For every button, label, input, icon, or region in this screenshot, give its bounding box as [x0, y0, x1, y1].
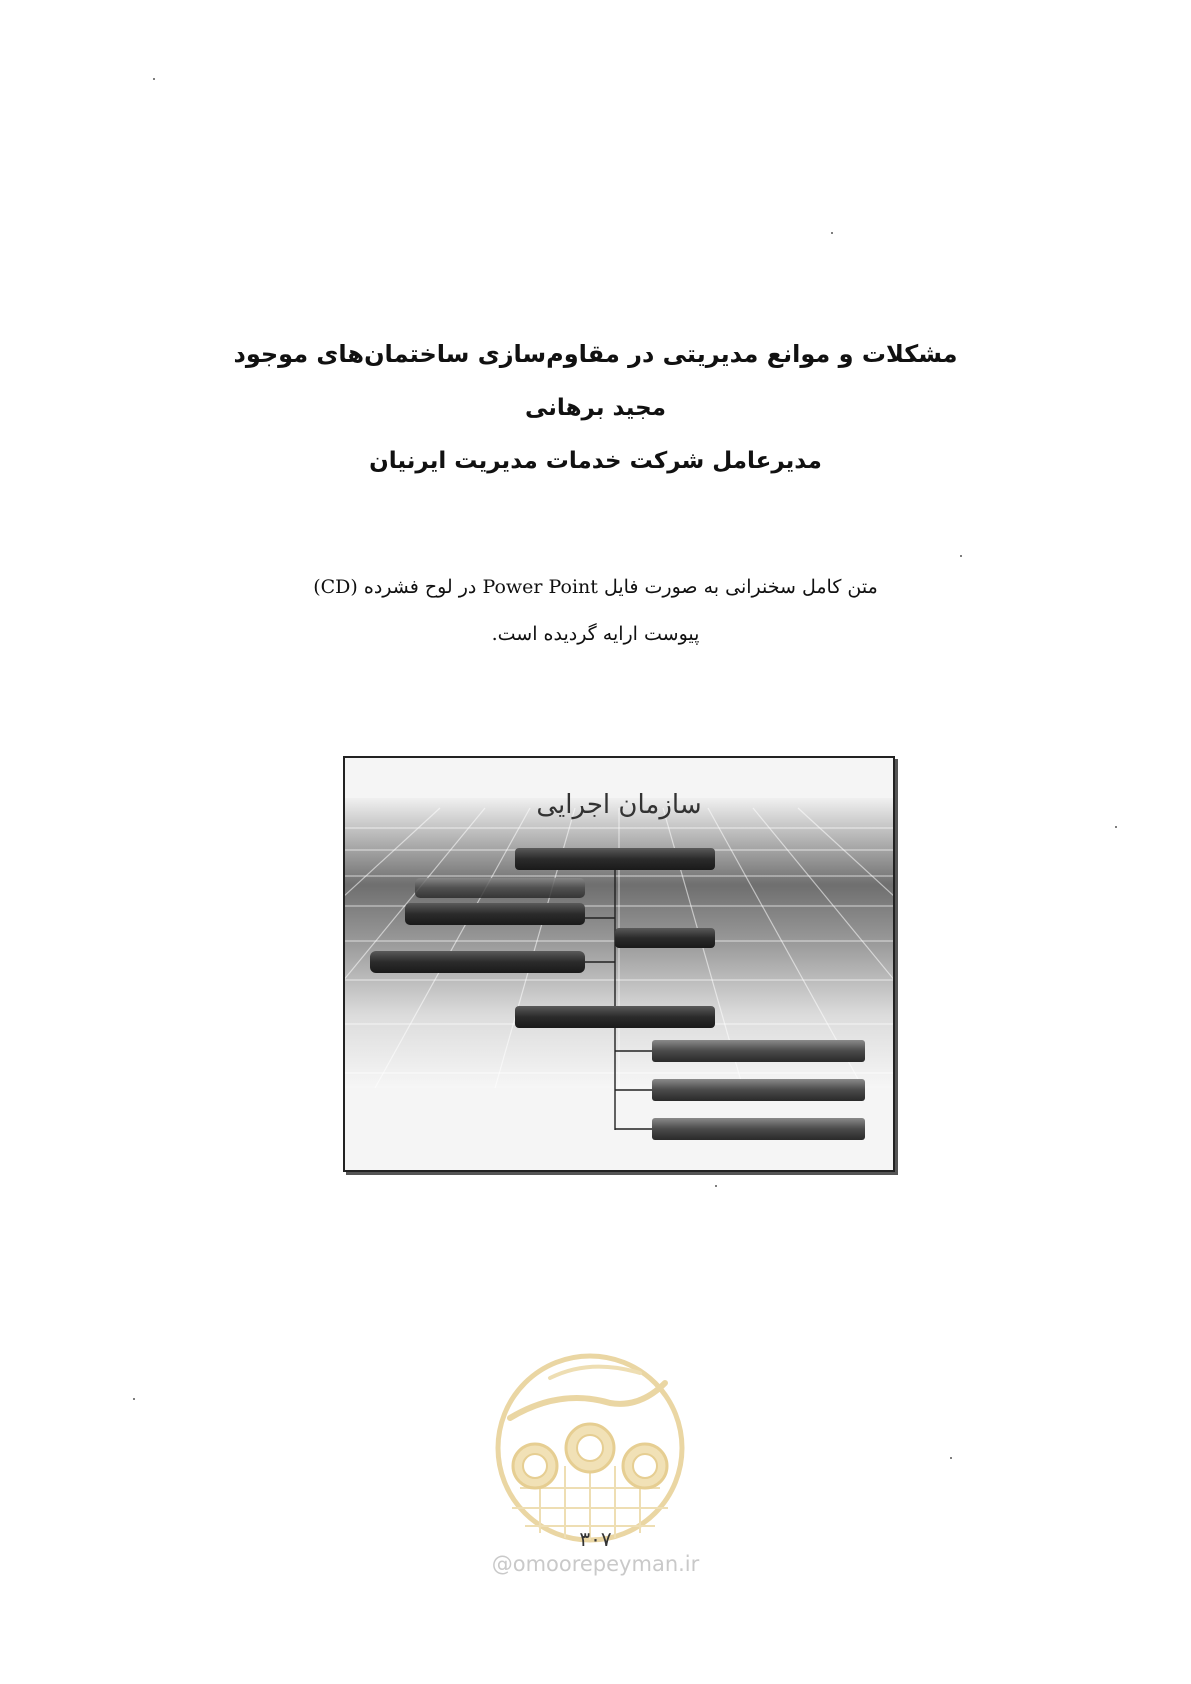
author-name: مجید برهانی	[525, 395, 666, 421]
scan-speck	[133, 1398, 135, 1400]
org-box-left-3	[370, 951, 585, 973]
org-box-sub-3	[652, 1118, 865, 1140]
scan-speck	[1115, 826, 1117, 828]
org-chart	[345, 758, 893, 1170]
watermark-site: @omoorepeyman.ir	[491, 1552, 700, 1576]
scan-speck	[831, 232, 833, 234]
org-box-left-1	[415, 878, 585, 898]
org-box-sub-2	[652, 1079, 865, 1101]
scan-speck	[153, 78, 155, 80]
org-chart-connectors	[585, 864, 652, 1130]
scan-speck	[950, 1457, 952, 1459]
watermark-logo	[490, 1348, 690, 1548]
slide-figure	[343, 756, 895, 1172]
scan-speck	[960, 555, 962, 557]
note-line-2: پیوست ارایه گردیده است.	[491, 623, 700, 645]
note-line-1: متن کامل سخنرانی به صورت فایل Power Point در لوح فشرده (CD)	[313, 576, 878, 598]
slide-title: سازمان اجرایی	[536, 790, 702, 820]
paper-title: مشکلات و موانع مدیریتی در مقاوم‌سازی ساختمان‌های موجود	[233, 340, 958, 368]
org-box-top	[515, 848, 715, 870]
org-box-left-2	[405, 903, 585, 925]
scan-speck	[715, 1185, 717, 1187]
org-box-sub-1	[652, 1040, 865, 1062]
author-affiliation: مدیرعامل شرکت خدمات مدیریت ایرنیان	[369, 448, 822, 474]
org-box-middle	[515, 1006, 715, 1028]
org-box-right-1	[615, 928, 715, 948]
page-number: ۳۰۷	[579, 1527, 612, 1551]
